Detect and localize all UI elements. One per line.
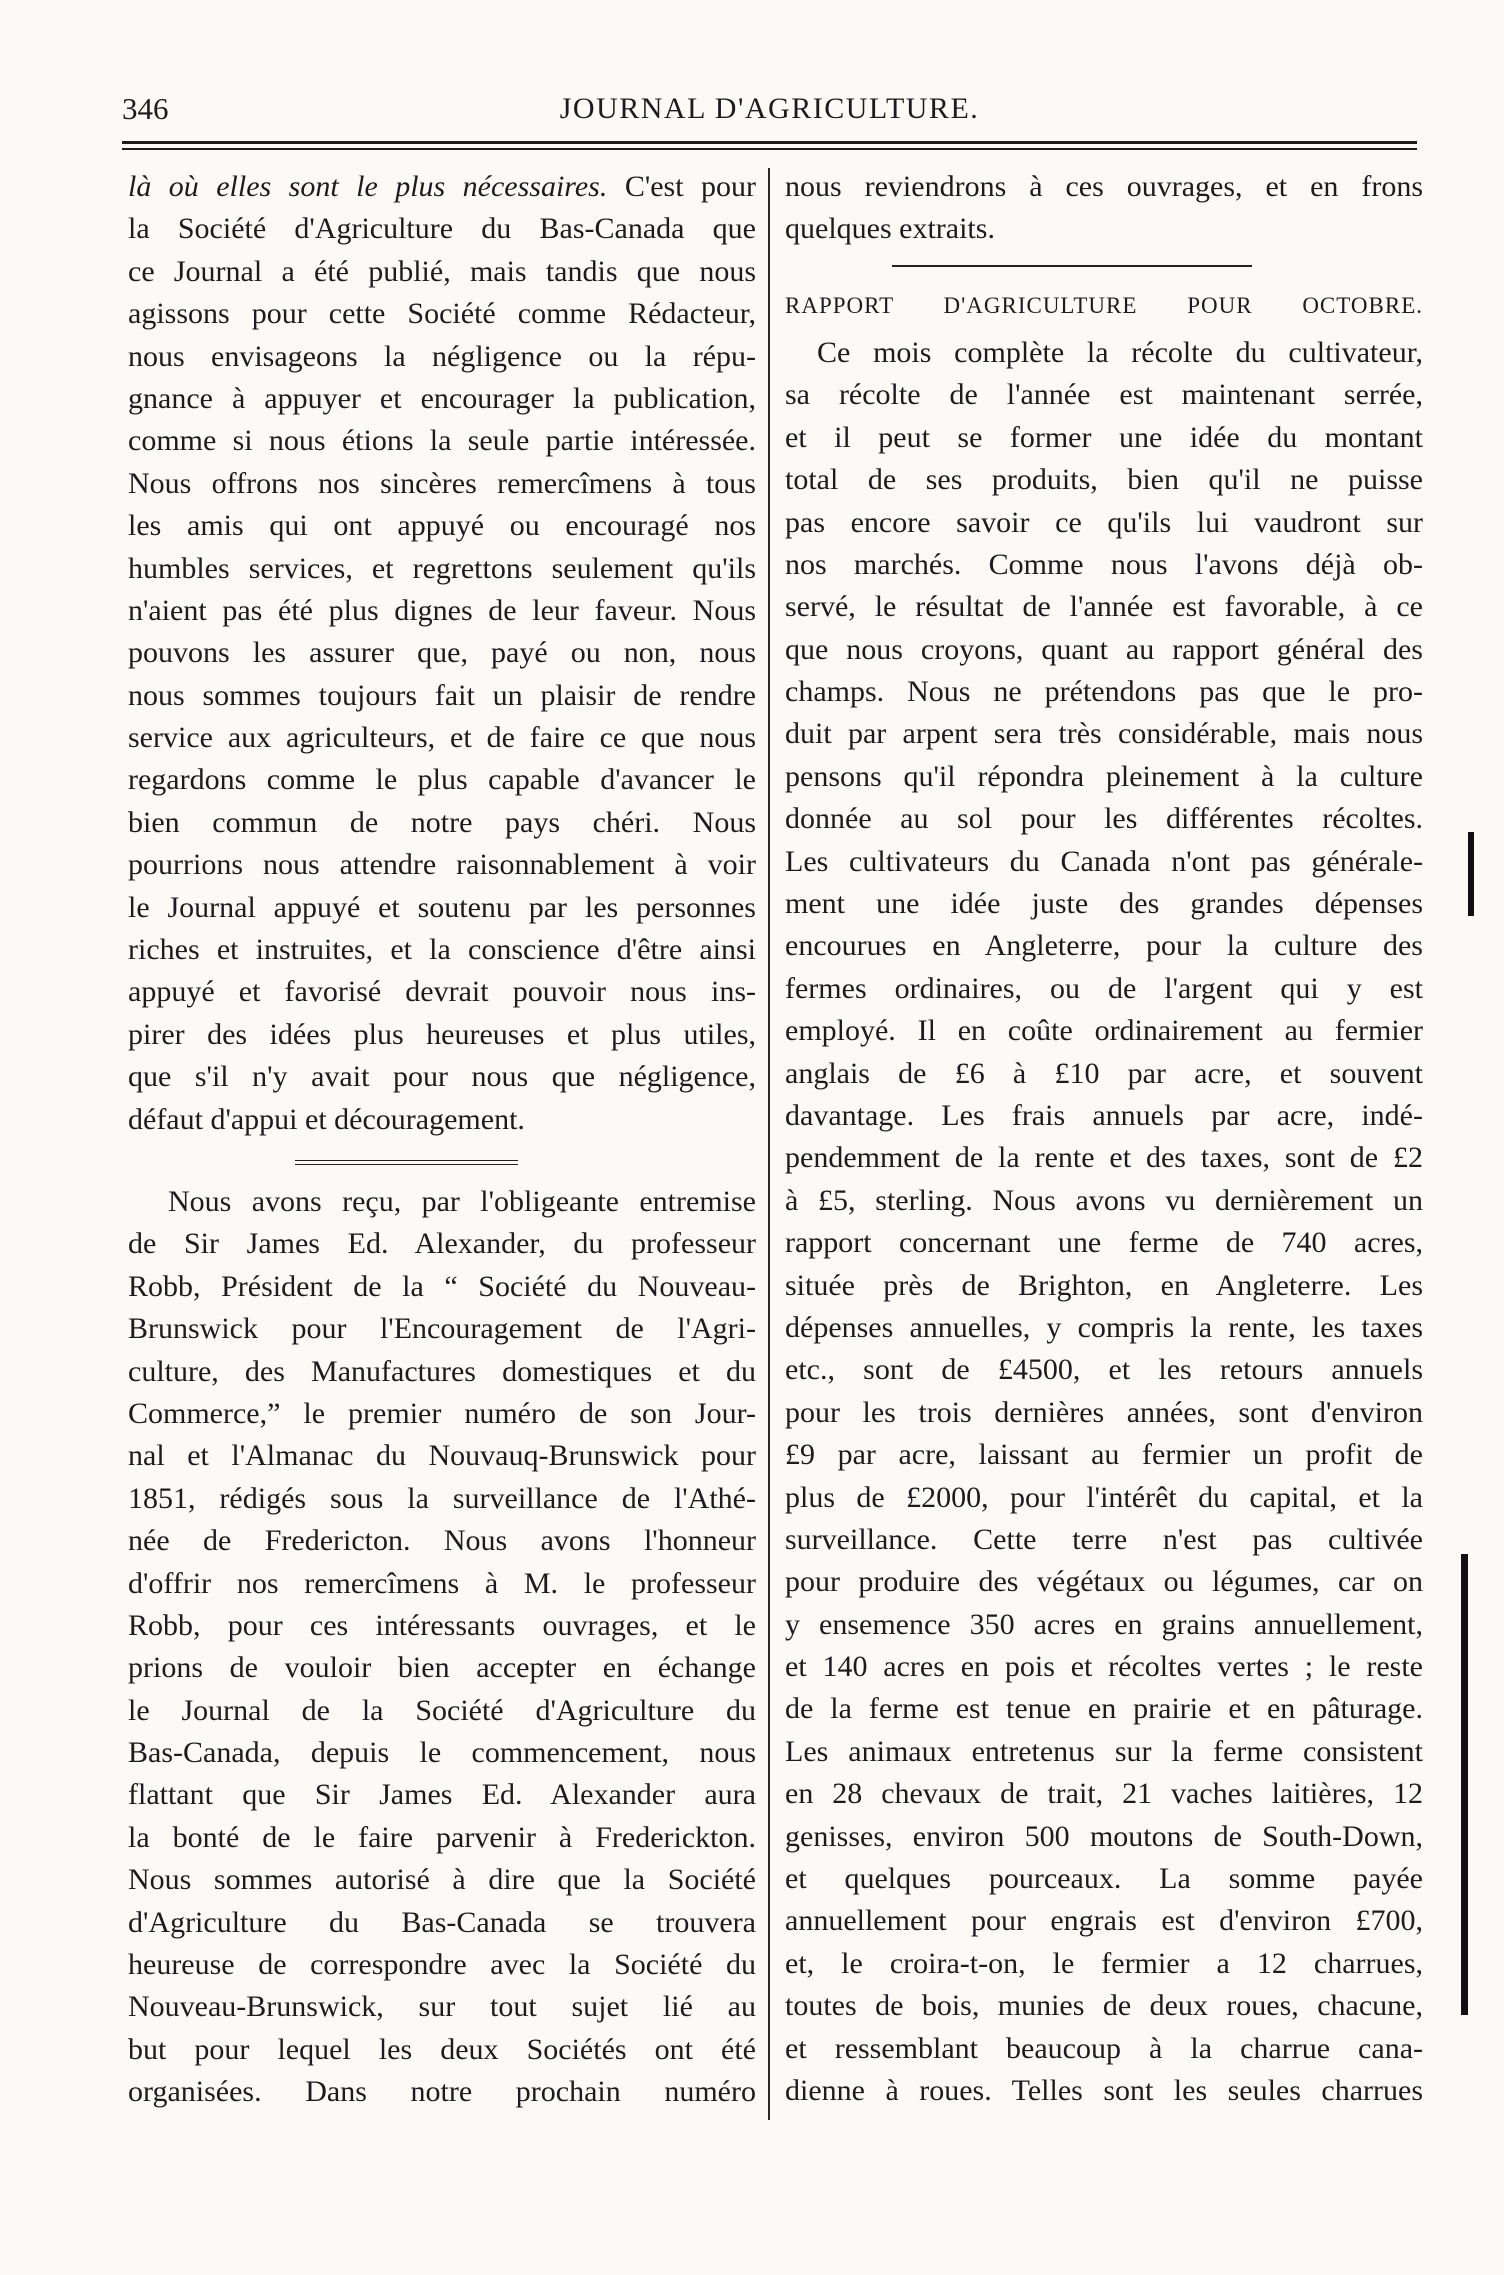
text-line: pouvons les assurer que, payé ou non, nous [128, 636, 756, 670]
text-line: bien commun de notre pays chéri. Nous [128, 805, 756, 839]
text-line: Brunswick pour l'Encouragement de l'Agri- [128, 1312, 756, 1346]
right-column [785, 166, 1423, 2112]
text-line: ment une idée juste des grandes dépenses [785, 887, 1423, 921]
separator [128, 1141, 756, 1181]
left-column [128, 166, 756, 2114]
text-line: Nous avons reçu, par l'obligeante entremise [168, 1184, 756, 1218]
scan-margin-mark [1468, 832, 1474, 916]
text-line: le Journal appuyé et soutenu par les personnes [128, 890, 756, 924]
paragraph-continued [785, 166, 1423, 251]
text-line: Commerce,” le premier numéro de son Jour- [128, 1396, 756, 1430]
text-line: et 140 acres en pois et récoltes vertes ; le reste [785, 1650, 1423, 1684]
text-line: davantage. Les frais annuels par acre, indé- [785, 1099, 1423, 1132]
text-line: regardons comme le plus capable d'avancer le [128, 763, 756, 797]
text-line: née de Fredericton. Nous avons l'honneur [128, 1524, 756, 1558]
text-line: que s'il n'y avait pour nous que négligence, [128, 1060, 756, 1094]
text-line: servé, le résultat de l'année est favorable, à ce [785, 590, 1423, 624]
text-line: nal et l'Almanac du Nouvauq-Brunswick pour [128, 1439, 756, 1473]
text-line: et ressemblant beaucoup à la charrue cana- [785, 2031, 1423, 2065]
text-line: nous reviendrons à ces ouvrages, et en frons [785, 170, 1423, 203]
text-line: pirer des idées plus heureuses et plus utiles, [128, 1017, 756, 1051]
text-line: sa récolte de l'année est maintenant serrée, [785, 378, 1423, 412]
text-line: de Sir James Ed. Alexander, du professeur [128, 1227, 756, 1261]
text-line: en 28 chevaux de trait, 21 vaches laitières, 12 [785, 1777, 1423, 1811]
text-line: Nouveau-Brunswick, sur tout sujet lié au [128, 1990, 756, 2024]
text-line: nous sommes toujours fait un plaisir de rendre [128, 678, 756, 712]
text-line: flattant que Sir James Ed. Alexander aura [128, 1778, 756, 1812]
text-line: d'offrir nos remercîmens à M. le professeur [128, 1566, 756, 1600]
separator [785, 251, 1423, 285]
text-line: duit par arpent sera très considérable, mais nous [785, 717, 1423, 751]
text-line: comme si nous étions la seule partie intéressée. [128, 424, 756, 458]
text-line: nous envisageons la négligence ou la répu- [128, 339, 756, 373]
text-line: n'aient pas été plus dignes de leur faveur. Nous [128, 593, 756, 627]
text-line: rapport concernant une ferme de 740 acres, [785, 1226, 1423, 1260]
text-line: et, le croira-t-on, le fermier a 12 charrues, [785, 1946, 1423, 1980]
text-line: surveillance. Cette terre n'est pas cultivée [785, 1522, 1423, 1556]
text-line: dienne à roues. Telles sont les seules charrues [785, 2073, 1423, 2107]
paragraph-october-report [785, 332, 1423, 2112]
text-line: Robb, Président de la “ Société du Nouveau- [128, 1269, 756, 1303]
text-line: employé. Il en coûte ordinairement au fermier [785, 1014, 1423, 1048]
text-line: riches et instruites, et la conscience d'être ainsi [128, 933, 756, 967]
text-line: Ce mois complète la récolte du cultivateur, [817, 335, 1423, 369]
text-line: nos marchés. Comme nous l'avons déjà ob- [785, 547, 1423, 581]
text-line: située près de Brighton, en Angleterre. Les [785, 1268, 1423, 1302]
text-line: la bonté de le faire parvenir à Frederickton. [128, 1820, 756, 1854]
text-line: et quelques pourceaux. La somme payée [785, 1862, 1423, 1896]
text-line: encourues en Angleterre, pour la culture des [785, 929, 1423, 963]
text-line: les amis qui ont appuyé ou encouragé nos [128, 509, 756, 543]
text-line: dépenses annuelles, y compris la rente, les taxes [785, 1310, 1423, 1344]
text-line: pourrions nous attendre raisonnablement à voir [128, 848, 756, 882]
text-line: etc., sont de £4500, et les retours annuels [785, 1353, 1423, 1387]
text-line: appuyé et favorisé devrait pouvoir nous ins- [128, 975, 756, 1009]
running-title: JOURNAL D'AGRICULTURE. [559, 92, 980, 125]
text-line: organisées. Dans notre prochain numéro [128, 2075, 756, 2109]
text-line: pour produire des végétaux ou légumes, car on [785, 1565, 1423, 1599]
header-double-rule [122, 141, 1417, 150]
text-line: le Journal de la Société d'Agriculture du [128, 1693, 756, 1727]
text-line: quelques extraits. [785, 212, 995, 246]
page-number: 346 [122, 91, 169, 126]
text-line: toutes de bois, munies de deux roues, chacune, [785, 1989, 1423, 2023]
text-line: pas encore savoir ce qu'ils lui vaudront sur [785, 505, 1423, 539]
text-line: heureuse de correspondre avec la Société du [128, 1948, 756, 1982]
text-line: culture, des Manufactures domestiques et du [128, 1354, 756, 1388]
text-line: pour les trois dernières années, sont d'environ [785, 1395, 1423, 1429]
separator-rule [892, 265, 1252, 267]
text-line: total de ses produits, bien qu'il ne puisse [785, 463, 1423, 497]
text-line: que nous croyons, quant au rapport général des [785, 632, 1423, 666]
text-line [128, 166, 756, 208]
text-line: humbles services, et regrettons seulement qu'ils [128, 551, 756, 585]
text-line: donnée au sol pour les différentes récoltes. [785, 802, 1423, 836]
text-line: £9 par acre, laissant au fermier un profit de [785, 1438, 1423, 1472]
text-line: défaut d'appui et découragement. [128, 1102, 525, 1136]
text-line: Les cultivateurs du Canada n'ont pas générale- [785, 844, 1423, 878]
separator-rule [295, 1160, 518, 1165]
text-line: service aux agriculteurs, et de faire ce que nous [128, 721, 756, 755]
paragraph-continued [128, 166, 756, 1141]
text-line: pendemment de la rente et des taxes, sont de £2 [785, 1141, 1423, 1175]
section-heading: RAPPORT D'AGRICULTURE POUR OCTOBRE. [785, 292, 1423, 318]
text-line: et il peut se former une idée du montant [785, 420, 1423, 454]
text-line: y ensemence 350 acres en grains annuellement, [785, 1607, 1423, 1641]
text-line: gnance à appuyer et encourager la publication, [128, 381, 756, 415]
paragraph-exchange-notice [128, 1181, 756, 2114]
text-line: plus de £2000, pour l'intérêt du capital, et la [785, 1480, 1423, 1514]
scan-margin-mark [1461, 1554, 1468, 2015]
text-line: Robb, pour ces intéressants ouvrages, et le [128, 1608, 756, 1642]
text-line: Nous sommes autorisé à dire que la Société [128, 1863, 756, 1897]
text-line: d'Agriculture du Bas-Canada se trouvera [128, 1905, 756, 1939]
text-line: anglais de £6 à £10 par acre, et souvent [785, 1056, 1423, 1090]
text-line: à £5, sterling. Nous avons vu dernièrement un [785, 1183, 1423, 1217]
text-line: prions de vouloir bien accepter en échange [128, 1651, 756, 1685]
text-line: 1851, rédigés sous la surveillance de l'Athé- [128, 1481, 756, 1515]
italic-phrase: là où elles sont le plus nécessaires. [128, 170, 608, 203]
text-line: Bas-Canada, depuis le commencement, nous [128, 1736, 756, 1770]
text-line: de la ferme est tenue en prairie et en pâturage. [785, 1692, 1423, 1726]
text-line: ce Journal a été publié, mais tandis que nous [128, 254, 756, 288]
text-line: Nous offrons nos sincères remercîmens à tous [128, 466, 756, 500]
text-line: but pour lequel les deux Sociétés ont été [128, 2032, 756, 2066]
text-line: champs. Nous ne prétendons pas que le pro- [785, 675, 1423, 709]
text-line: genisses, environ 500 moutons de South-Down, [785, 1819, 1423, 1853]
text-line: fermes ordinaires, ou de l'argent qui y est [785, 971, 1423, 1005]
text-run: C'est pour [624, 170, 756, 203]
text-line: la Société d'Agriculture du Bas-Canada que [128, 212, 756, 246]
column-divider [768, 168, 770, 2120]
text-line: pensons qu'il répondra pleinement à la culture [785, 759, 1423, 793]
text-line: annuellement pour engrais est d'environ £700, [785, 1904, 1423, 1938]
text-line: agissons pour cette Société comme Rédacteur, [128, 297, 756, 331]
text-line: Les animaux entretenus sur la ferme consistent [785, 1734, 1423, 1768]
